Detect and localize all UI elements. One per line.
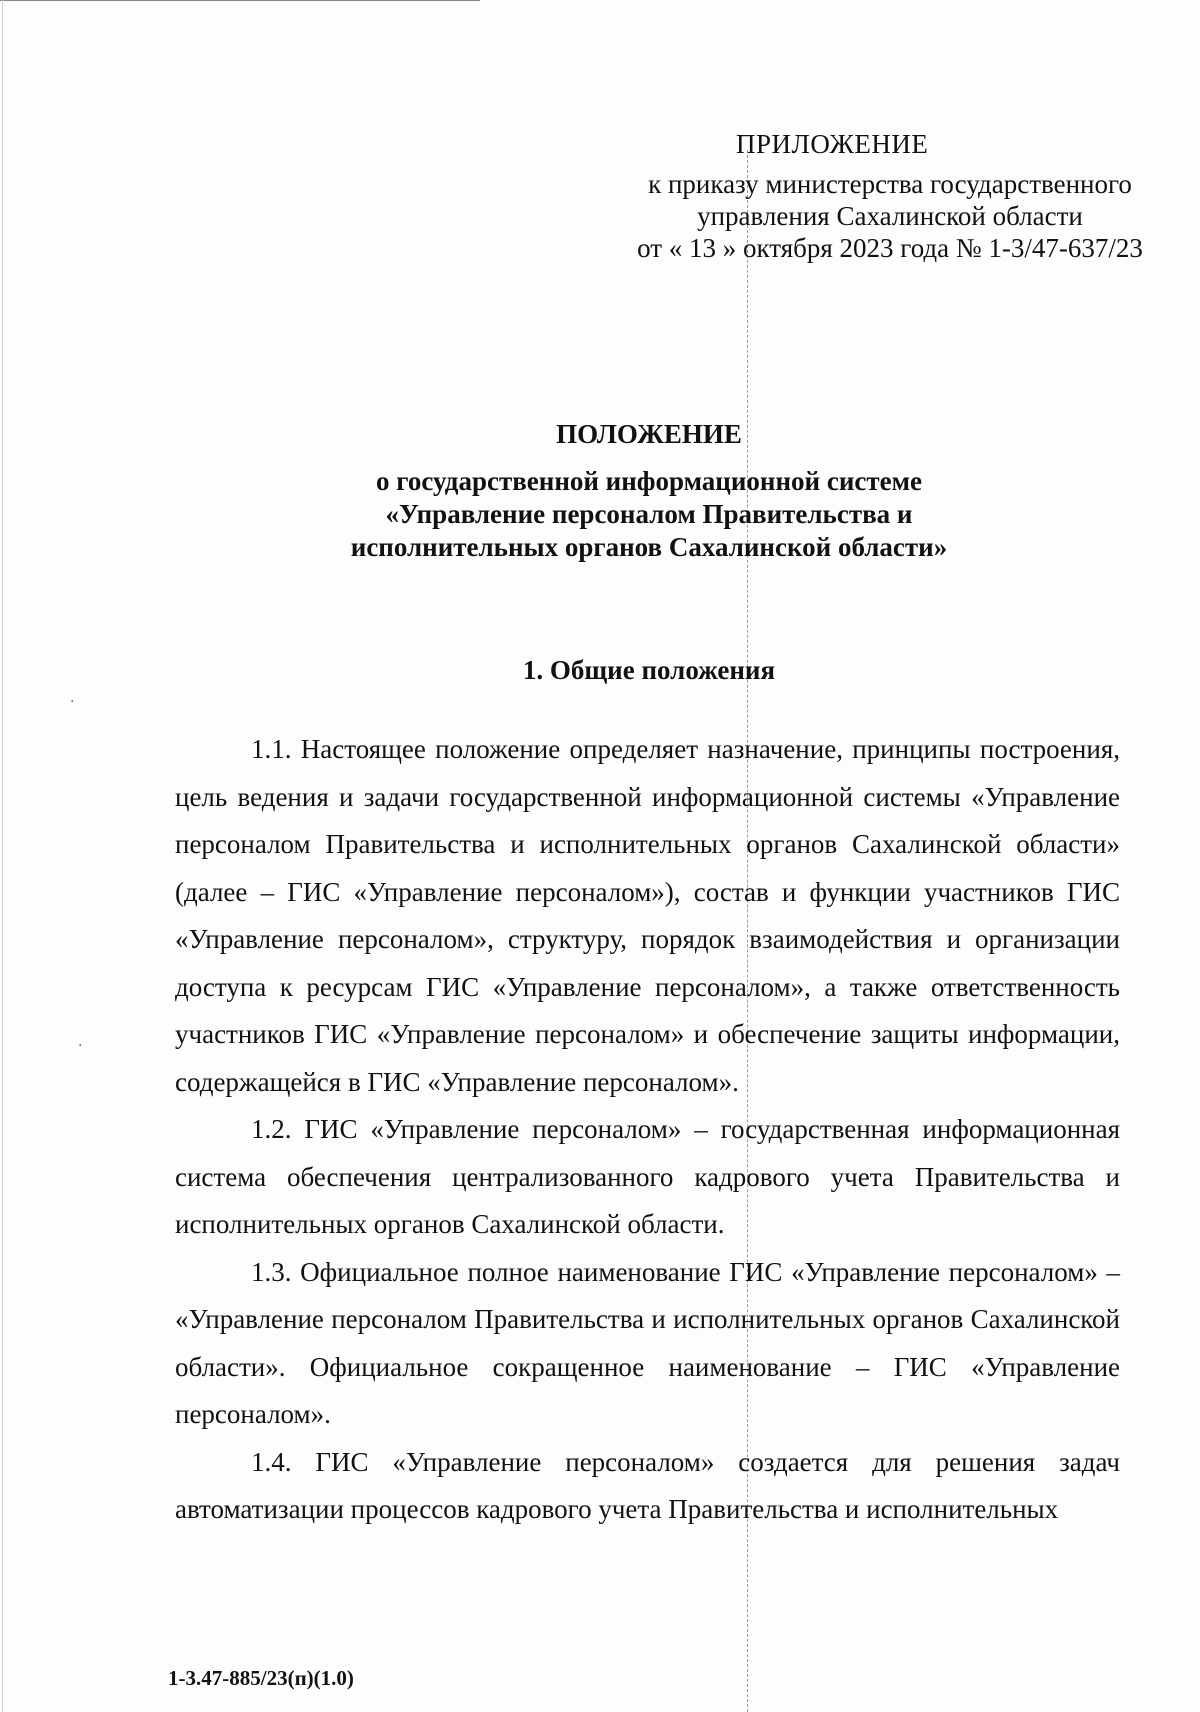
appendix-block xyxy=(600,128,1180,264)
document-subtitle-line: «Управление персоналом Правительства и xyxy=(385,499,913,529)
document-subtitle-line: исполнительных органов Сахалинской области» xyxy=(350,532,948,562)
appendix-line: от « 13 » октября 2023 года № 1-3/47-637/23 xyxy=(637,233,1143,263)
scan-artifact-top-line xyxy=(0,0,480,1)
scan-speck: · xyxy=(78,1038,83,1054)
appendix-title: ПРИЛОЖЕНИЕ xyxy=(736,129,929,159)
paragraph: 1.1. Настоящее положение определяет назначение, принципы построения, цель ведения и задачи государственной информационной системы «Управление персоналом Правительства и исполнительных органов Сахалинской области» (далее – ГИС «Управление персоналом»), состав и функции участников ГИС «Управление персоналом», структуру, порядок взаимодействия и организации доступа к ресурсам ГИС «Управление персоналом», а также ответственность участников ГИС «Управление персоналом» и обеспечение защиты информации, содержащейся в ГИС «Управление персоналом». xyxy=(175,734,1120,1097)
body-text xyxy=(175,726,1120,1534)
appendix-line: к приказу министерства государственного xyxy=(648,169,1132,199)
paragraph: 1.4. ГИС «Управление персоналом» создается для решения задач автоматизации процессов кадрового учета Правительства и исполнительных xyxy=(175,1446,1120,1524)
document-subtitle-line: о государственной информационной системе xyxy=(376,466,922,496)
scan-speck: · xyxy=(70,694,75,710)
paragraph: 1.3. Официальное полное наименование ГИС «Управление персоналом» – «Управление персоналом Правительства и исполнительных органов Сахалинской области». Официальное сокращенное наименование – ГИС «Управление персоналом». xyxy=(175,1256,1120,1429)
scan-artifact-left-edge xyxy=(2,0,3,1712)
appendix-line: управления Сахалинской области xyxy=(697,201,1083,231)
paragraph: 1.2. ГИС «Управление персоналом» – государственная информационная система обеспечения централизованного кадрового учета Правительства и исполнительных органов Сахалинской области. xyxy=(175,1114,1120,1239)
document-registration-code: 1-3.47-885/23(п)(1.0) xyxy=(168,1666,354,1690)
document-title: ПОЛОЖЕНИЕ xyxy=(556,419,742,449)
section-title: 1. Общие положения xyxy=(522,655,776,685)
document-heading xyxy=(160,418,1138,564)
